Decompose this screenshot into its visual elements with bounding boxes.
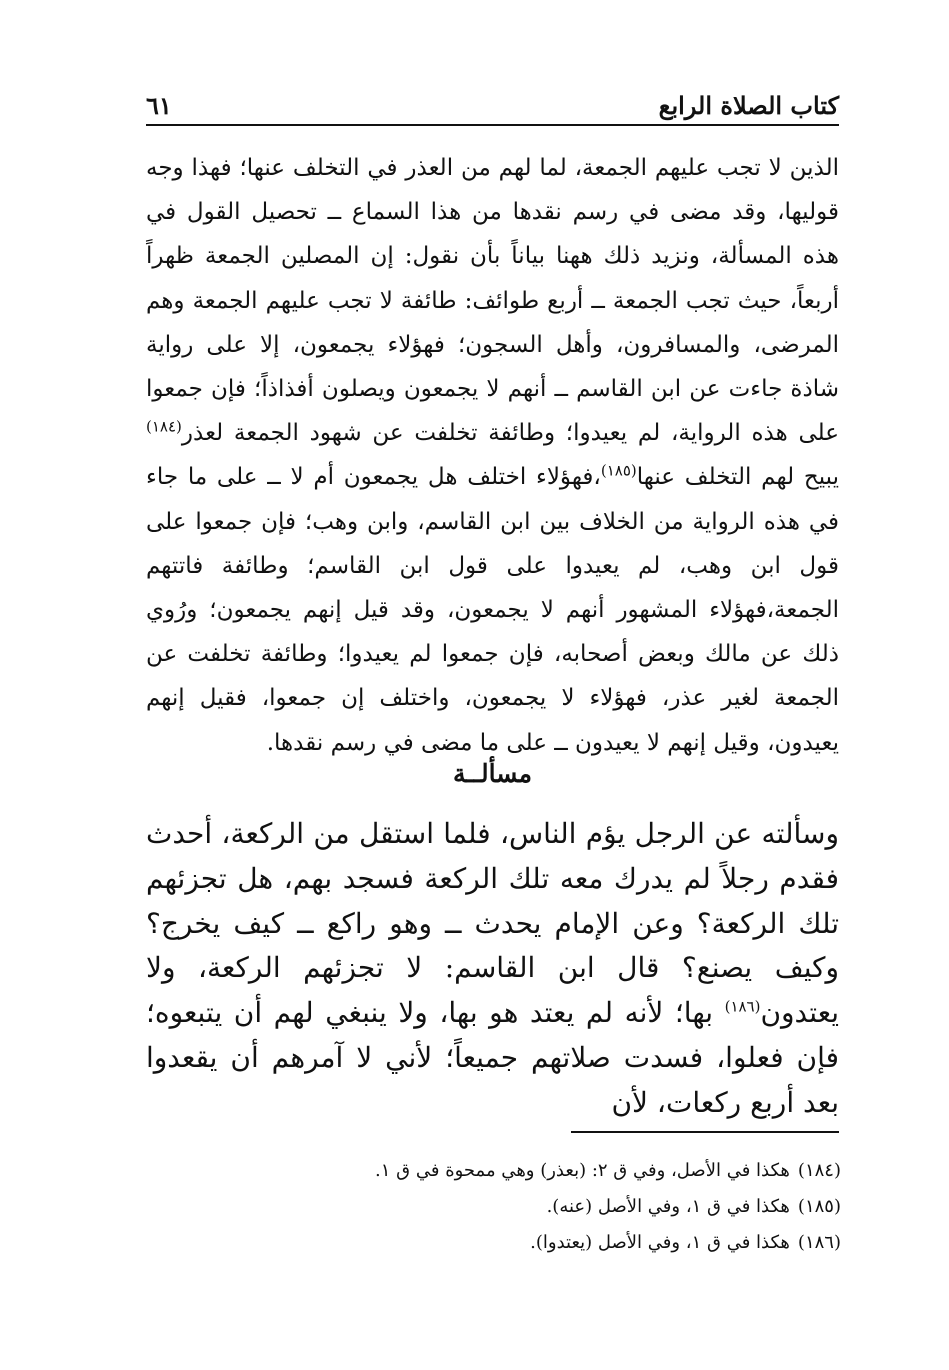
running-head xyxy=(146,86,839,120)
paragraph-commentary-part-1: الذين لا تجب عليهم الجمعة، لما لهم من العذر في التخلف عنها؛ فهذا وجه قوليها، وقد مضى في رسم نقدها من هذا السماع ــ تحصيل القول في هذه المسألة، ونزيد ذلك ههنا بياناً بأن نقول: إن المصلين الجمعة ظهراً أربعاً، حيث تجب الجمعة ــ أربع طوائف: طائفة لا تجب عليهم الجمعة وهم المرضى، والمسافرون، وأهل السجون؛ فهؤلاء يجمعون، إلا على رواية شاذة جاءت عن ابن القاسم ــ أنهم لا يجمعون ويصلون أفذاذاً؛ فإن جمعوا على هذه الرواية، لم يعيدوا؛ وطائفة تخلفت عن شهود الجمعة لعذر xyxy=(146,155,839,447)
paragraph-question-part-2: بها؛ لأنه لم يعتد هو بها، ولا ينبغي لهم أن يتبعوه؛ فإن فعلوا، فسدت صلاتهم جميعاً؛ لأني لا آمرهم أن يقعدوا بعد أربع ركعات، لأن xyxy=(146,996,839,1119)
footnote-number: (١٨٥) xyxy=(797,1196,841,1217)
footnote-ref-184: (١٨٤) xyxy=(146,417,182,436)
paragraph-commentary-part-2: يبيح لهم التخلف عنها xyxy=(636,464,839,491)
chapter-title: كتاب الصلاة الرابع xyxy=(658,91,839,120)
footnote-text: هكذا في ق ١، وفي الأصل (عنه). xyxy=(546,1196,790,1217)
footnote-item xyxy=(146,1189,841,1225)
footnote-number: (١٨٦) xyxy=(797,1232,841,1253)
footnote-ref-185: (١٨٥) xyxy=(600,461,637,480)
footnote-ref-186: (١٨٦) xyxy=(724,997,761,1016)
section-heading: مسألــة xyxy=(453,759,532,788)
paragraph-question xyxy=(146,812,839,1126)
footnote-text: هكذا في ق ١، وفي الأصل (يعتدوا). xyxy=(530,1232,790,1253)
footnote-item xyxy=(146,1225,841,1261)
paragraph-commentary-part-3: ،فهؤلاء اختلف هل يجمعون أم لا ــ على ما جاء في هذه الرواية من الخلاف بين ابن القاسم، وابن وهب؛ فإن جمعوا على قول ابن وهب، لم يعيدوا على قول ابن القاسم؛ وطائفة فاتتهم الجمعة،فهؤلاء المشهور أنهم لا يجمعون، وقد قيل إنهم يجمعون؛ ورُوي ذلك عن مالك وبعض أصحابه، فإن جمعوا لم يعيدوا؛ وطائفة تخلفت عن الجمعة لغير عذر، فهؤلاء لا يجمعون، واختلف إن جمعوا، فقيل إنهم يعيدون، وقيل إنهم لا يعيدون ــ على ما مضى في رسم نقدها. xyxy=(146,464,839,756)
page-number: ٦١ xyxy=(146,91,172,120)
footnote-item xyxy=(146,1153,841,1189)
paragraph-commentary xyxy=(146,146,839,765)
paragraph-question-part-1: وسألته عن الرجل يؤم الناس، فلما استقل من الركعة، أحدث فقدم رجلاً لم يدرك معه تلك الركعة فسجد بهم، هل تجزئهم تلك الركعة؟ وعن الإمام يحدث ــ وهو راكع ــ كيف يخرج؟ وكيف يصنع؟ قال ابن القاسم: لا تجزئهم الركعة، ولا يعتدون xyxy=(146,817,839,1030)
footnote-text: هكذا في الأصل، وفي ق ٢: (بعذر) وهي ممحوة في ق ١. xyxy=(375,1160,790,1181)
header-divider xyxy=(146,124,839,126)
footnote-divider xyxy=(571,1131,839,1133)
footnote-list xyxy=(146,1153,841,1261)
footnote-number: (١٨٤) xyxy=(797,1160,841,1181)
